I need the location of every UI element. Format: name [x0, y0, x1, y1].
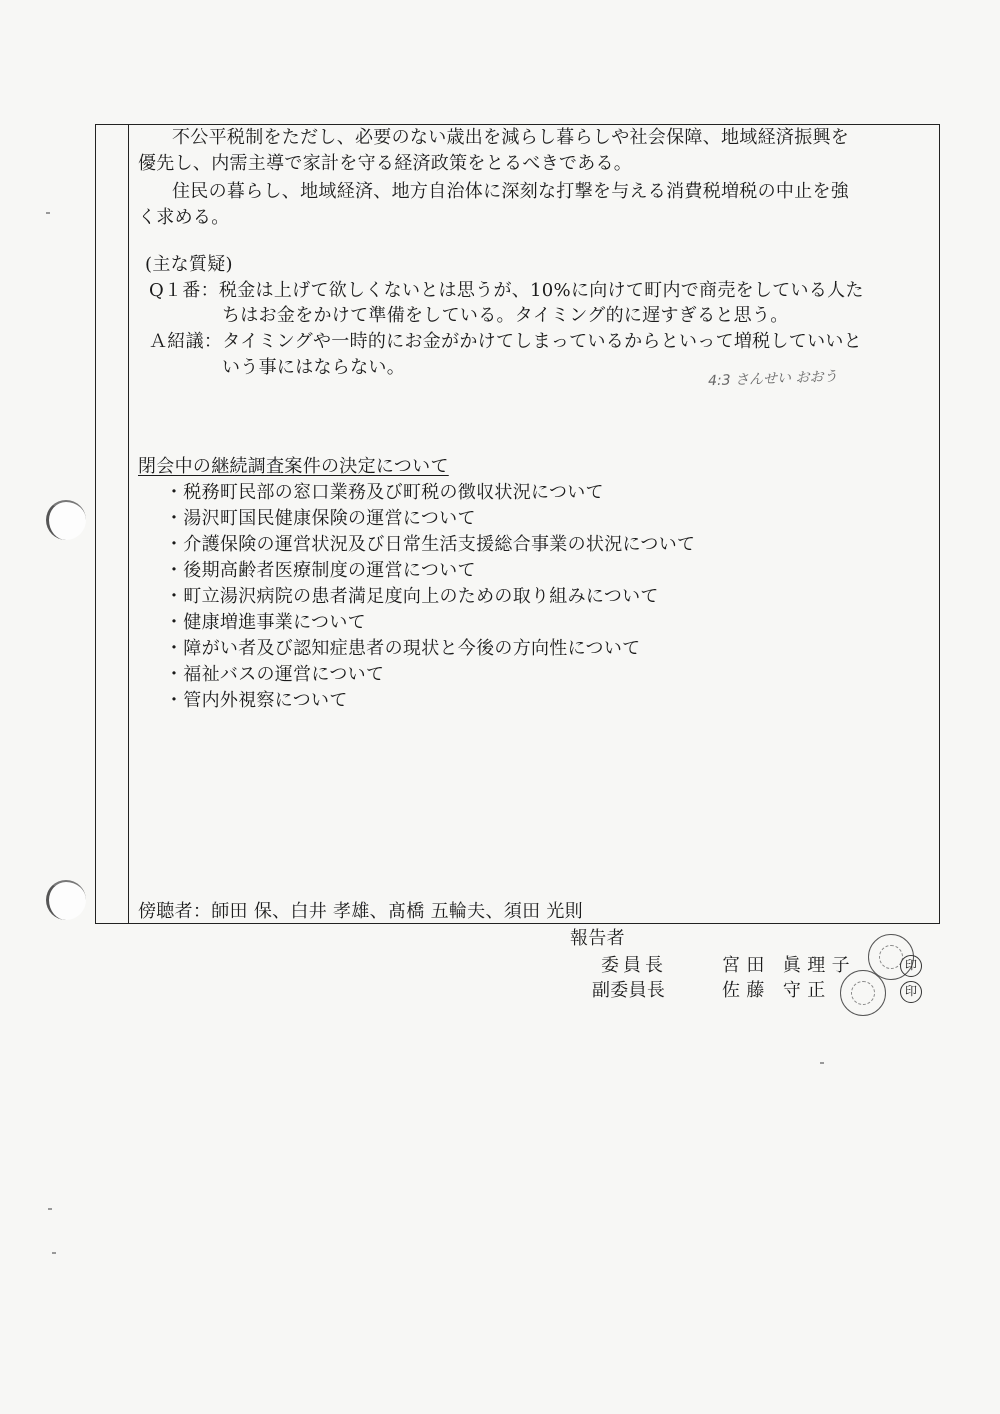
scan-speck [48, 1208, 52, 1210]
investigation-item: ・税務町民部の窓口業務及び町税の徴収状況について [165, 482, 604, 503]
investigation-item: ・町立湯沢病院の患者満足度向上のための取り組みについて [165, 586, 659, 607]
vice-chair-title: 副委員長 [592, 980, 666, 1001]
question-1-line-2: ちはお金をかけて準備をしている。タイミング的に遅すぎると思う。 [222, 305, 789, 326]
scan-speck [820, 1062, 824, 1064]
body-paragraph-1-line-1: 不公平税制をただし、必要のない歳出を減らし暮らしや社会保障、地域経済振興を [172, 127, 850, 148]
body-paragraph-1-line-2: 優先し、内需主導で家計を守る経済政策をとるべきである。 [138, 153, 633, 174]
vice-chair-seal-stamp [840, 970, 886, 1016]
qa-heading: (主な質疑) [145, 254, 233, 275]
investigation-item: ・湯沢町国民健康保険の運営について [165, 508, 476, 529]
handwritten-note: 4:3 さんせい おおう [707, 368, 838, 390]
vice-chair-name: 佐 藤 守 正 [722, 980, 826, 1001]
body-paragraph-2-line-2: く求める。 [138, 207, 230, 228]
body-paragraph-2-line-1: 住民の暮らし、地域経済、地方自治体に深刻な打撃を与える消費税増税の中止を強 [172, 181, 850, 202]
chair-name: 宮 田 眞 理 子 [722, 955, 850, 976]
scan-speck [46, 212, 50, 214]
chair-title: 委員長 [601, 955, 667, 976]
binder-hole-bottom [46, 880, 86, 920]
answer-line-1: Ａ紹議：タイミングや一時的にお金がかけてしまっているからといって増税していいと [149, 331, 862, 352]
investigation-item: ・介護保険の運営状況及び日常生活支援総合事業の状況について [165, 534, 696, 555]
question-1-line-1: Q１番：税金は上げて欲しくないとは思うが、10%に向けて町内で商売をしている人た [149, 280, 864, 301]
observers-line: 傍聴者：師田 保、白井 孝雄、髙橋 五輪夫、須田 光則 [138, 901, 583, 922]
investigation-item: ・障がい者及び認知症患者の現状と今後の方向性について [165, 638, 641, 659]
scan-speck [52, 1252, 56, 1254]
chair-seal-mark: 印 [900, 955, 922, 977]
investigation-item: ・後期高齢者医療制度の運営について [165, 560, 476, 581]
frame-divider [128, 124, 129, 924]
reporter-label: 報告者 [570, 928, 625, 949]
investigation-heading: 閉会中の継続調査案件の決定について [138, 456, 449, 477]
answer-line-2: いう事にはならない。 [222, 357, 405, 378]
investigation-item: ・管内外視察について [165, 690, 348, 711]
investigation-item: ・福祉バスの運営について [165, 664, 385, 685]
investigation-item: ・健康増進事業について [165, 612, 366, 633]
binder-hole-top [46, 500, 86, 540]
vice-chair-seal-mark: 印 [900, 981, 922, 1003]
